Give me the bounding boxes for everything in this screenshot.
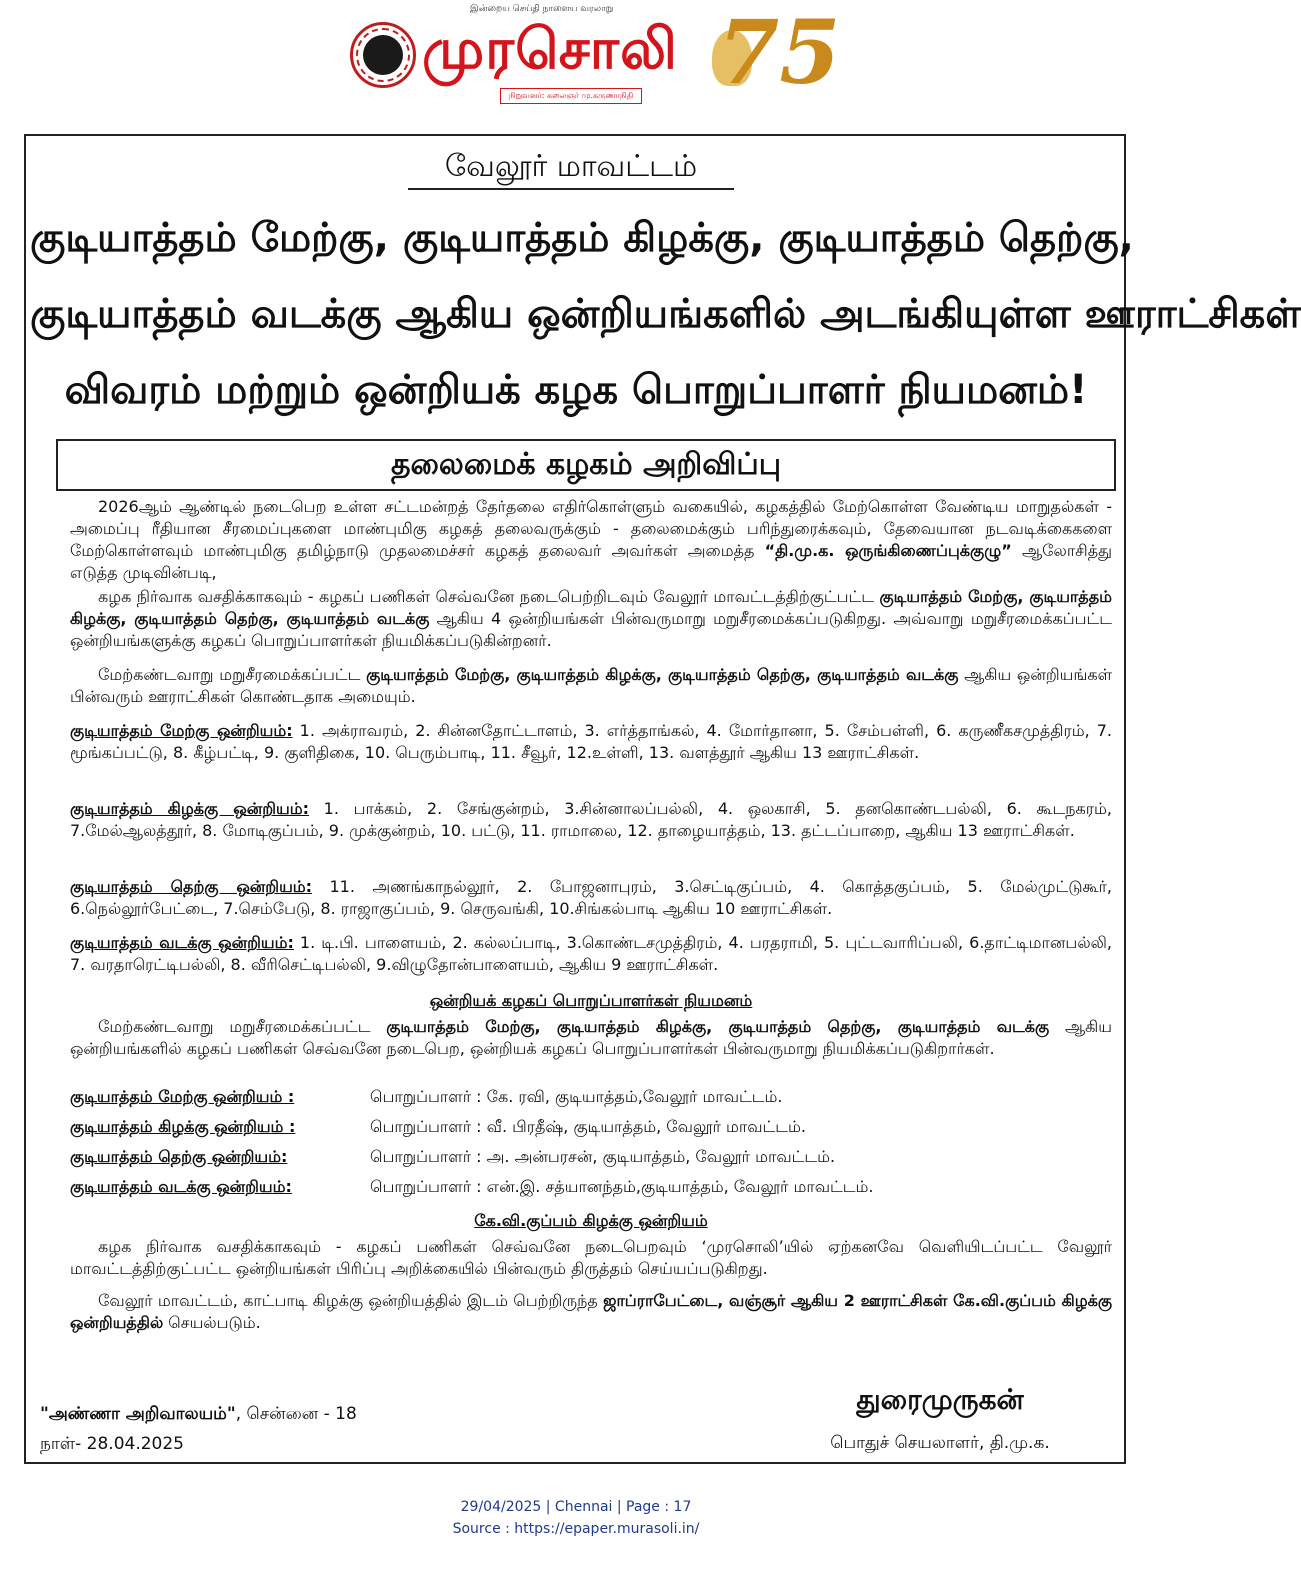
appointment-south: குடியாத்தம் தெற்கு ஒன்றியம்: பொறுப்பாளர் : அ. அன்பரசன், குடியாத்தம், வேலூர் மாவட்டம்.	[70, 1147, 836, 1166]
union-east-list: குடியாத்தம் கிழக்கு ஒன்றியம்: 1. பாக்கம், 2. சேங்குன்றம், 3.சின்னாலப்பல்லி, 4. ஒலகாசி, 5. தனகொண்டபல்லி, 6. கூடநகரம், 7.மேல்ஆலத்தூர், 8. மோடிகுப்பம், 9. முக்குன்றம், 10. பட்டு, 11. ராமாலை, 12. தாழையாத்தம், 13. தட்டப்பாறை, ஆகிய 13 ஊராட்சிகள்.	[70, 799, 1112, 840]
paragraph-restructure: கழக நிர்வாக வசதிக்காகவும் - கழகப் பணிகள் செவ்வனே நடைபெற்றிடவும் வேலூர் மாவட்டத்திற்குட்பட்ட குடியாத்தம் மேற்கு, குடியாத்தம் கிழக்கு, குடியாத்தம் தெற்கு, குடியாத்தம் வடக்கு ஆகிய 4 ஒன்றியங்கள் பின்வருமாறு மறுசீரமைக்கப்படுகிறது. அவ்வாறு மறுசீரமைக்கப்பட்ட ஒன்றியங்களுக்கு கழகப் பொறுப்பாளர்கள் நியமிக்கப்படுகின்றனர்.	[70, 587, 1112, 650]
newspaper-logo: முரசொலி	[422, 17, 678, 82]
paragraph-appointments: மேற்கண்டவாறு மறுசீரமைக்கப்பட்ட குடியாத்தம் மேற்கு, குடியாத்தம் கிழக்கு, குடியாத்தம் தெற்கு, குடியாத்தம் வடக்கு ஆகிய ஒன்றியங்களில் கழகப் பணிகள் செவ்வனே நடைபெற, ஒன்றியக் கழகப் பொறுப்பாளர்கள் பின்வருமாறு நியமிக்கப்படுகிறார்கள்.	[70, 1017, 1113, 1058]
headline-line-3: விவரம் மற்றும் ஒன்றியக் கழக பொறுப்பாளர் நியமனம்!	[64, 367, 1088, 413]
union-west-list: குடியாத்தம் மேற்கு ஒன்றியம்: 1. அக்ராவரம், 2. சின்னதோட்டாளம், 3. எர்த்தாங்கல், 4. மோர்தானா, 5. சேம்பள்ளி, 6. கருணீகசமுத்திரம், 7. மூங்கப்பட்டு, 8. கீழ்பட்டி, 9. குளிதிகை, 10. பெரும்பாடி, 11. சீவூர், 12.உள்ளி, 13. வளத்தூர் ஆகிய 13 ஊராட்சிகள்.	[70, 721, 1112, 762]
district-title: வேலூர் மாவட்டம்	[408, 146, 734, 190]
anniversary-badge: 75	[718, 0, 841, 104]
signatory-designation: பொதுச் செயலாளர், தி.மு.க.	[830, 1433, 1050, 1453]
page-footer	[0, 1496, 1152, 1540]
headline-line-1: குடியாத்தம் மேற்கு, குடியாத்தம் கிழக்கு, குடியாத்தம் தெற்கு,	[30, 215, 1134, 261]
kv-kuppam-heading: கே.வி.குப்பம் கிழக்கு ஒன்றியம்	[474, 1211, 708, 1230]
masthead	[340, 0, 841, 112]
paragraph-correction: கழக நிர்வாக வசதிக்காகவும் - கழகப் பணிகள் செவ்வனே நடைபெறவும் ‘முரசொலி’யில் ஏற்கனவே வெளியிடப்பட்ட வேலூர் மாவட்டத்திற்குட்பட்ட ஒன்றியங்கள் பிரிப்பு அறிக்கையில் பின்வரும் திருத்தம் செய்யப்படுகிறது.	[70, 1237, 1112, 1278]
appointment-north: குடியாத்தம் வடக்கு ஒன்றியம்: பொறுப்பாளர் : என்.இ. சத்யானந்தம்,குடியாத்தம், வேலூர் மாவட்டம்.	[70, 1177, 874, 1196]
paragraph-transfer: வேலூர் மாவட்டம், காட்பாடி கிழக்கு ஒன்றியத்தில் இடம் பெற்றிருந்த ஜாப்ராபேட்டை, வஞ்சூர் ஆகிய 2 ஊராட்சிகள் கே.வி.குப்பம் கிழக்கு ஒன்றியத்தில் செயல்படும்.	[70, 1291, 1113, 1332]
footer-edition: 29/04/2025 | Chennai | Page : 17	[460, 1499, 692, 1515]
appointments-heading: ஒன்றியக் கழகப் பொறுப்பாளர்கள் நியமனம்	[429, 991, 753, 1010]
appointment-west: குடியாத்தம் மேற்கு ஒன்றியம் : பொறுப்பாளர் : கே. ரவி, குடியாத்தம்,வேலூர் மாவட்டம்.	[70, 1087, 783, 1106]
paragraph-panchayats: மேற்கண்டவாறு மறுசீரமைக்கப்பட்ட குடியாத்தம் மேற்கு, குடியாத்தம் கிழக்கு, குடியாத்தம் தெற்கு, குடியாத்தம் வடக்கு ஆகிய ஒன்றியங்கள் பின்வரும் ஊராட்சிகள் கொண்டதாக அமையும்.	[70, 665, 1113, 706]
paragraph-intro: 2026ஆம் ஆண்டில் நடைபெற உள்ள சட்டமன்றத் தேர்தலை எதிர்கொள்ளும் வகையில், கழகத்தில் மேற்கொள்ள வேண்டிய மாறுதல்கள் - அமைப்பு ரீதியான சீரமைப்புகளை மாண்புமிகு கழகத் தலைவருக்கும் - தலைமைக்கும் பரிந்துரைக்கவும், தேவையான நடவடிக்கைகளை மேற்கொள்ளவும் மாண்புமிகு தமிழ்நாடு முதலமைச்சர் கழகத் தலைவர் அவர்கள் அமைத்த “தி.மு.க. ஒருங்கிணைப்புக்குழு” ஆலோசித்து எடுத்த முடிவின்படி,	[70, 497, 1113, 582]
party-emblem-icon	[350, 22, 416, 88]
masthead-founder: நிறுவனர்: கலைஞர் மு.கருணாநிதி	[500, 88, 642, 104]
union-north-list: குடியாத்தம் வடக்கு ஒன்றியம்: 1. டி.பி. பாளையம், 2. கல்லப்பாடி, 3.கொண்டசமுத்திரம், 4. பரதராமி, 5. புட்டவாரிப்பலி, 6.தாட்டிமானபல்லி, 7. வரதாரெட்டிபல்லி, 8. வீரிசெட்டிபல்லி, 9.விழுதோன்பாளையம், ஆகிய 9 ஊராட்சிகள்.	[70, 933, 1112, 974]
union-south-list: குடியாத்தம் தெற்கு ஒன்றியம்: 11. அணங்காநல்லூர், 2. போஜனாபுரம், 3.செட்டிகுப்பம், 4. கொத்தகுப்பம், 5. மேல்முட்டுகூர், 6.நெல்லூர்பேட்டை, 7.செம்பேடு, 8. ராஜாகுப்பம், 9. செருவங்கி, 10.சிங்கல்பாடி ஆகிய 10 ஊராட்சிகள்.	[70, 877, 1112, 918]
masthead-tagline: இன்றைய செய்தி நாளைய வரலாறு	[470, 4, 614, 14]
issue-place: "அண்ணா அறிவாலயம்", சென்னை - 18	[40, 1404, 357, 1424]
footer-source: Source : https://epaper.murasoli.in/	[452, 1521, 700, 1537]
headline-line-2: குடியாத்தம் வடக்கு ஆகிய ஒன்றியங்களில் அடங்கியுள்ள ஊராட்சிகள்	[30, 291, 1301, 337]
notice-title: தலைமைக் கழகம் அறிவிப்பு	[56, 439, 1116, 491]
signatory-name: துரைமுருகன்	[856, 1383, 1024, 1416]
issue-date: நாள்- 28.04.2025	[40, 1434, 185, 1454]
appointment-east: குடியாத்தம் கிழக்கு ஒன்றியம் : பொறுப்பாளர் : வீ. பிரதீஷ், குடியாத்தம், வேலூர் மாவட்டம்.	[70, 1117, 806, 1136]
